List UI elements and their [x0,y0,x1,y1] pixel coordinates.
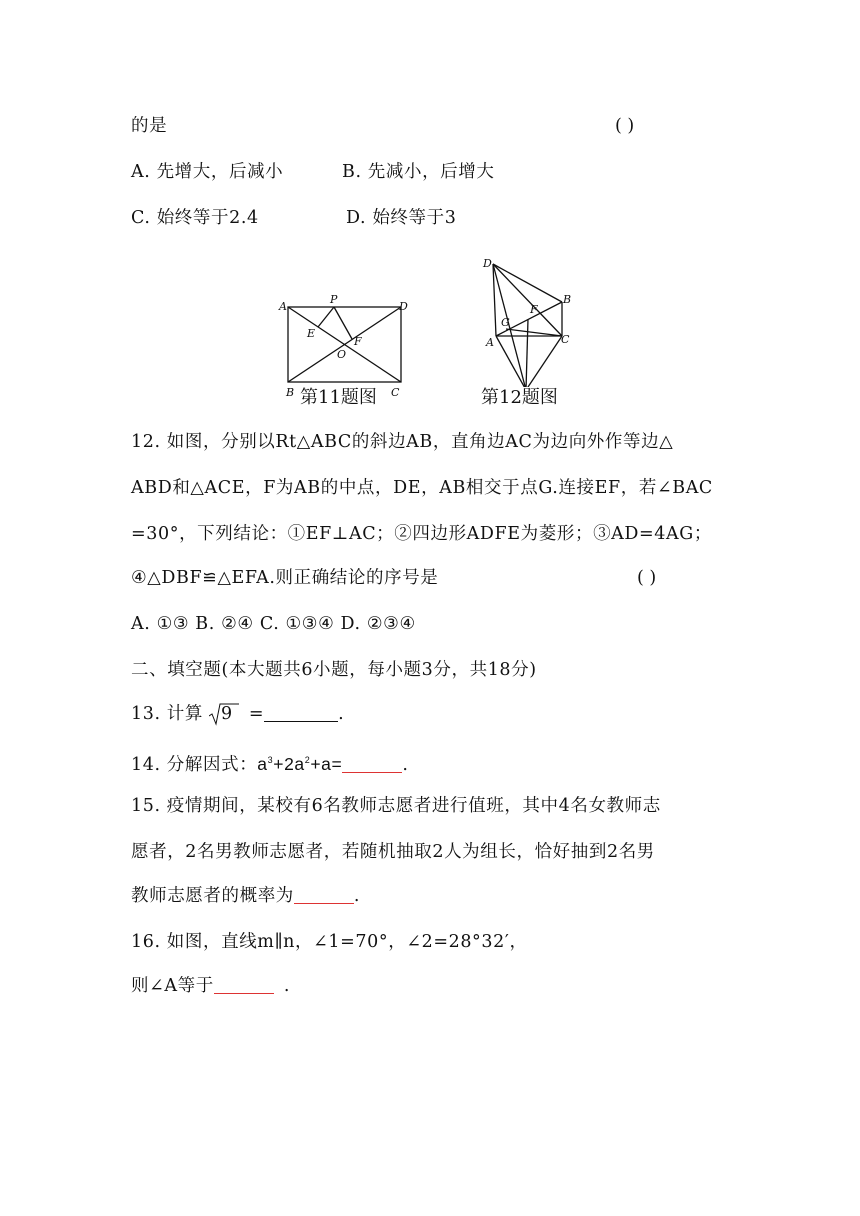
fig11-label-f: F [354,335,362,348]
q15-answer-blank [294,885,354,904]
section-2-title: 二、填空题(本大题共6小题，每小题3分，共18分) [131,660,537,680]
q14-exp-3: 3 [267,755,274,765]
q11-answer-paren: ( ) [615,116,635,136]
q14-tail: +a= [310,753,343,774]
q15-line-3 [131,884,360,908]
q14-plus-2a: +2a [273,753,305,774]
fig11-caption: 第11题图 [300,387,377,408]
q15-period: . [353,886,361,906]
q14-a: a [257,753,268,774]
q13-period: . [338,704,345,724]
q13-line [131,702,344,726]
fig11-label-e: E [307,327,316,340]
fig12-label-d: D [483,257,492,270]
fig11-label-d: D [399,300,408,313]
q16-period: . [283,976,290,996]
q16-line-1: 16. 如图，直线m∥n，∠1=70°，∠2=28°32′， [131,932,528,952]
q12-line-2: ABD和△ACE，F为AB的中点，DE，AB相交于点G.连接EF，若∠BAC [131,478,713,498]
q16-answer-blank [214,975,274,994]
fig11-label-p: P [330,293,338,306]
q13-radicand: 9 [221,704,233,724]
q11-option-c: C. 始终等于2.4 [131,208,259,228]
q12-line-1: 12. 如图，分别以Rt△ABC的斜边AB，直角边AC为边向外作等边△ [131,432,674,452]
q15-line-3-text: 教师志愿者的概率为 [131,886,294,906]
q12-line-4: ④△DBF≌△EFA.则正确结论的序号是 [131,568,439,588]
fig12-label-b: B [563,293,572,306]
q12-answer-paren: ( ) [637,568,657,588]
q14-exp-2: 2 [304,755,311,765]
q15-line-1: 15. 疫情期间，某校有6名教师志愿者进行值班，其中4名女教师志 [131,796,661,816]
q11-option-d: D. 始终等于3 [346,208,457,228]
q14-prefix: 14. 分解因式： [131,754,258,775]
q11-option-a: A. 先增大，后减小 [131,162,284,182]
q15-line-2: 愿者，2名男教师志愿者，若随机抽取2人为组长，恰好抽到2名男 [131,842,655,862]
q12-options: A. ①③ B. ②④ C. ①③④ D. ②③④ [131,614,416,634]
q11-option-b: B. 先减小，后增大 [342,162,495,182]
fig11-label-o: O [337,348,347,361]
fig12-label-a: A [486,336,494,349]
q13-equals: = [248,704,265,724]
fig12-caption: 第12题图 [481,387,558,408]
fig12-label-f: F [530,303,538,316]
q13-answer-blank [264,703,338,722]
fig11-label-a: A [279,300,287,313]
q16-line-2-text: 则∠A等于 [131,976,214,996]
fig12-label-g: G [501,316,510,329]
q11-stem-end: 的是 [131,116,168,136]
sqrt-sign [209,702,233,726]
fig11-label-b: B [286,386,295,399]
q12-line-3: =30°，下列结论：①EF⊥AC；②四边形ADFE为菱形；③AD=4AG； [131,524,712,544]
q14-answer-blank [342,754,402,773]
q14-period: . [402,754,409,775]
fig11-label-c: C [391,386,400,399]
q16-line-2 [131,974,290,998]
q14-expression [257,754,342,774]
q14-line [131,748,409,777]
q13-prefix: 13. 计算 [131,704,203,724]
fig12-label-c: C [561,333,570,346]
figure-12 [478,252,588,406]
